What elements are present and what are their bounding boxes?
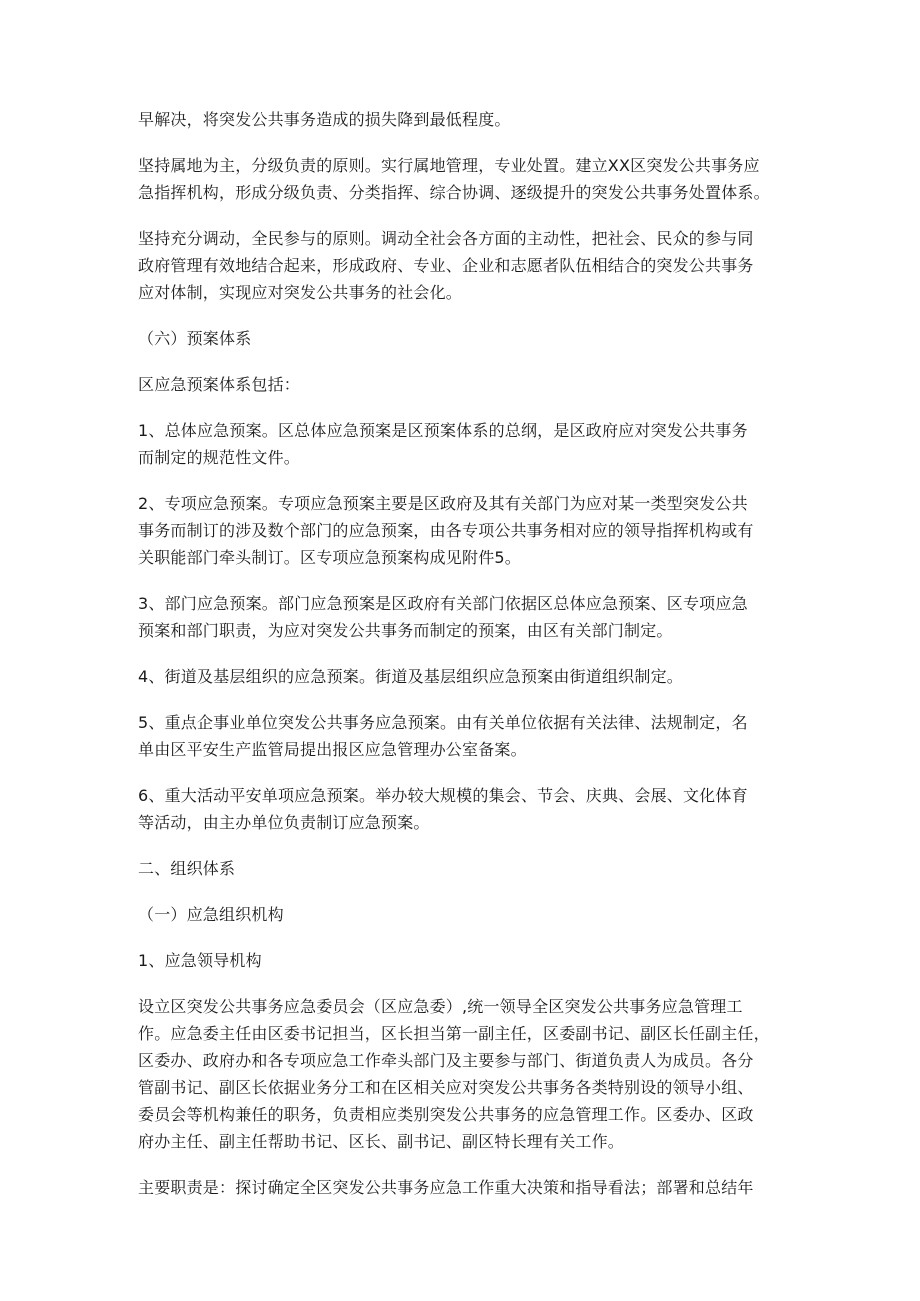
paragraph-territorial-principle: 坚持属地为主，分级负责的原则。实行属地管理，专业处置。建立XX区突发公共事务应 急指挥机构，形成分级负责、分类指挥、综合协调、逐级提升的突发公共事务处置体系。 — [138, 156, 770, 202]
paragraph-loss-reduction: 早解决，将突发公共事务造成的损失降到最低程度。 — [138, 110, 511, 129]
list-item-general-plan: 1、总体应急预案。区总体应急预案是区预案体系的总纲，是区政府应对突发公共事务 而制定的规范性文件。 — [138, 421, 748, 467]
section-heading-plan-system: （六）预案体系 — [138, 329, 252, 348]
list-item-special-plan: 2、专项应急预案。专项应急预案主要是区政府及其有关部门为应对某一类型突发公共 事务而制订的涉及数个部门的应急预案，由各专项公共事务相对应的领导指挥机构或有 关职能部门牵头制订。区专项应急预案构成见附件5。 — [138, 494, 754, 567]
list-item-enterprise-plan: 5、重点企事业单位突发公共事务应急预案。由有关单位依据有关法律、法规制定，名 单由区平安生产监管局提出报区应急管理办公室备案。 — [138, 713, 748, 759]
list-item-major-event-plan: 6、重大活动平安单项应急预案。举办较大规模的集会、节会、庆典、会展、文化体育 等活动，由主办单位负责制订应急预案。 — [138, 786, 748, 832]
document-body — [138, 106, 793, 1201]
paragraph-participation-principle: 坚持充分调动，全民参与的原则。调动全社会各方面的主动性，把社会、民众的参与同 政府管理有效地结合起来，形成政府、专业、企业和志愿者队伍相结合的突发公共事务 应对体制，实现应对突发公共事务的社会化。 — [138, 229, 754, 302]
paragraph-main-duties: 主要职责是：探讨确定全区突发公共事务应急工作重大决策和指导看法；部署和总结年 — [138, 1178, 754, 1197]
section-heading-leadership: 1、应急领导机构 — [138, 951, 262, 970]
paragraph-emergency-committee: 设立区突发公共事务应急委员会（区应急委）,统一领导全区突发公共事务应急管理工 作。应急委主任由区委书记担当，区长担当第一副主任，区委副书记、副区长任副主任， 区委办、政府办和各专项应急工作牵头部门及主要参与部门、街道负责人为成员。各分 管副书记、副区长依据业务分工和在区相关应对突发公共事务各类特别设的领导小组、 委员会等机构兼任的职务，负责相应类别突发公共事务的应急管理工作。区委办、区政 府办主任、副主任帮助书记、区长、副书记、副区特长理有关工作。 — [138, 997, 770, 1151]
list-item-street-plan: 4、街道及基层组织的应急预案。街道及基层组织应急预案由街道组织制定。 — [138, 667, 683, 686]
section-heading-emergency-organization: （一）应急组织机构 — [138, 905, 284, 924]
section-heading-organization-system: 二、组织体系 — [138, 859, 236, 878]
paragraph-plan-system-intro: 区应急预案体系包括： — [138, 375, 301, 394]
list-item-department-plan: 3、部门应急预案。部门应急预案是区政府有关部门依据区总体应急预案、区专项应急 预案和部门职责，为应对突发公共事务而制定的预案，由区有关部门制定。 — [138, 594, 748, 640]
